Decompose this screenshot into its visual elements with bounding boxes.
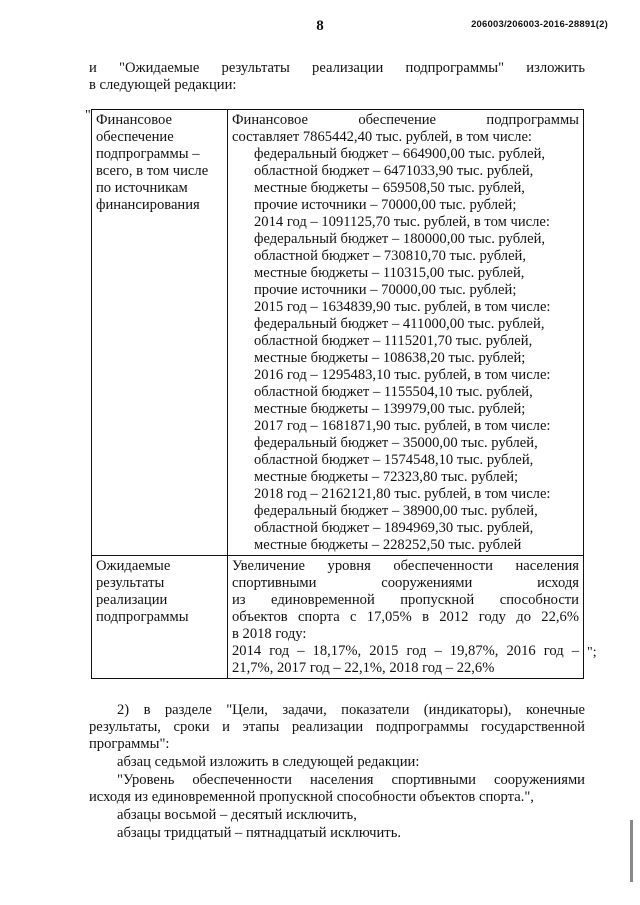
finance-text <box>232 112 579 554</box>
section2-line-7: абзацы восьмой – десятый исключить, <box>117 807 357 823</box>
finance-line: областной бюджет – 1155504,10 тыс. рублей, <box>254 384 533 400</box>
finance-line: областной бюджет – 1894969,30 тыс. рублей, <box>254 520 534 536</box>
finance-line: местные бюджеты – 228252,50 тыс. рублей <box>254 537 522 553</box>
finance-value-cell <box>228 110 584 556</box>
finance-line: местные бюджеты – 72323,80 тыс. рублей; <box>254 469 519 485</box>
section2-line-2: результаты, сроки и этапы реализации подпрограммы государственной <box>89 719 585 735</box>
section2-line-5: "Уровень обеспеченности населения спортивными сооружениями <box>117 772 585 788</box>
intro-line-1: и "Ожидаемые результаты реализации подпрограммы" изложить <box>89 60 585 76</box>
finance-line: 2015 год – 1634839,90 тыс. рублей, в том числе: <box>254 299 551 315</box>
results-line: в 2018 году: <box>232 626 307 642</box>
finance-line: областной бюджет – 730810,70 тыс. рублей, <box>254 248 527 264</box>
finance-line: местные бюджеты – 110315,00 тыс. рублей, <box>254 265 525 281</box>
finance-line: федеральный бюджет – 180000,00 тыс. рублей, <box>254 231 546 247</box>
section2-line-1: 2) в разделе "Цели, задачи, показатели (индикаторы), конечные <box>117 702 585 718</box>
finance-head-1: Финансовое обеспечение подпрограммы <box>232 112 579 128</box>
finance-line: федеральный бюджет – 411000,00 тыс. рублей, <box>254 316 545 332</box>
finance-line: 2017 год – 1681871,90 тыс. рублей, в том числе: <box>254 418 551 434</box>
open-quote: " <box>85 108 91 123</box>
finance-label-cell <box>92 110 228 556</box>
finance-line: областной бюджет – 1574548,10 тыс. рублей, <box>254 452 534 468</box>
close-quote: "; <box>587 645 597 660</box>
intro-paragraph <box>89 60 585 94</box>
results-line: 21,7%, 2017 год – 22,1%, 2018 год – 22,6% <box>232 660 495 676</box>
section2-line-3: программы": <box>89 736 170 752</box>
finance-line: прочие источники – 70000,00 тыс. рублей; <box>254 282 517 298</box>
table-row-results <box>92 556 584 679</box>
finance-line: 2018 год – 2162121,80 тыс. рублей, в том числе: <box>254 486 551 502</box>
results-line: Увеличение уровня обеспеченности населения <box>232 558 579 574</box>
results-value-cell <box>228 556 584 679</box>
results-line: из единовременной пропускной способности <box>232 592 579 608</box>
table-row-finance <box>92 110 584 556</box>
scan-edge-mark <box>630 820 633 882</box>
finance-head-2: составляет 7865442,40 тыс. рублей, в том числе: <box>232 129 532 145</box>
finance-line: прочие источники – 70000,00 тыс. рублей; <box>254 197 517 213</box>
results-line: 2014 год – 18,17%, 2015 год – 19,87%, 2016 год – <box>232 643 579 659</box>
finance-line: местные бюджеты – 139979,00 тыс. рублей; <box>254 401 526 417</box>
document-code: 206003/206003-2016-28891(2) <box>471 19 608 30</box>
intro-line-2: в следующей редакции: <box>89 77 237 93</box>
results-line: объектов спорта с 17,05% в 2012 году до 22,6% <box>232 609 579 625</box>
finance-line: областной бюджет – 6471033,90 тыс. рублей, <box>254 163 534 179</box>
passport-table <box>91 109 584 679</box>
results-label: Ожидаемые результаты реализации подпрограммы <box>96 558 189 625</box>
finance-line: местные бюджеты – 108638,20 тыс. рублей; <box>254 350 526 366</box>
section2-line-8: абзацы тридцатый – пятнадцатый исключить. <box>117 825 401 841</box>
section2-line-4: абзац седьмой изложить в следующей редакции: <box>117 754 420 770</box>
finance-line: областной бюджет – 1115201,70 тыс. рублей, <box>254 333 533 349</box>
section2-line-6: исходя из единовременной пропускной способности объектов спорта.", <box>89 789 534 805</box>
results-line: спортивными сооружениями исходя <box>232 575 579 591</box>
results-label-cell <box>92 556 228 679</box>
finance-line: федеральный бюджет – 664900,00 тыс. рублей, <box>254 146 546 162</box>
page-number: 8 <box>316 18 324 34</box>
finance-line: местные бюджеты – 659508,50 тыс. рублей, <box>254 180 525 196</box>
finance-line: федеральный бюджет – 38900,00 тыс. рублей, <box>254 503 538 519</box>
finance-label: Финансовое обеспечение подпрограммы – всего, в том числе по источникам финансирования <box>96 112 209 213</box>
finance-line: федеральный бюджет – 35000,00 тыс. рублей, <box>254 435 538 451</box>
finance-line: 2016 год – 1295483,10 тыс. рублей, в том числе: <box>254 367 551 383</box>
finance-line: 2014 год – 1091125,70 тыс. рублей, в том числе: <box>254 214 550 230</box>
section-2-paragraph <box>89 702 585 842</box>
